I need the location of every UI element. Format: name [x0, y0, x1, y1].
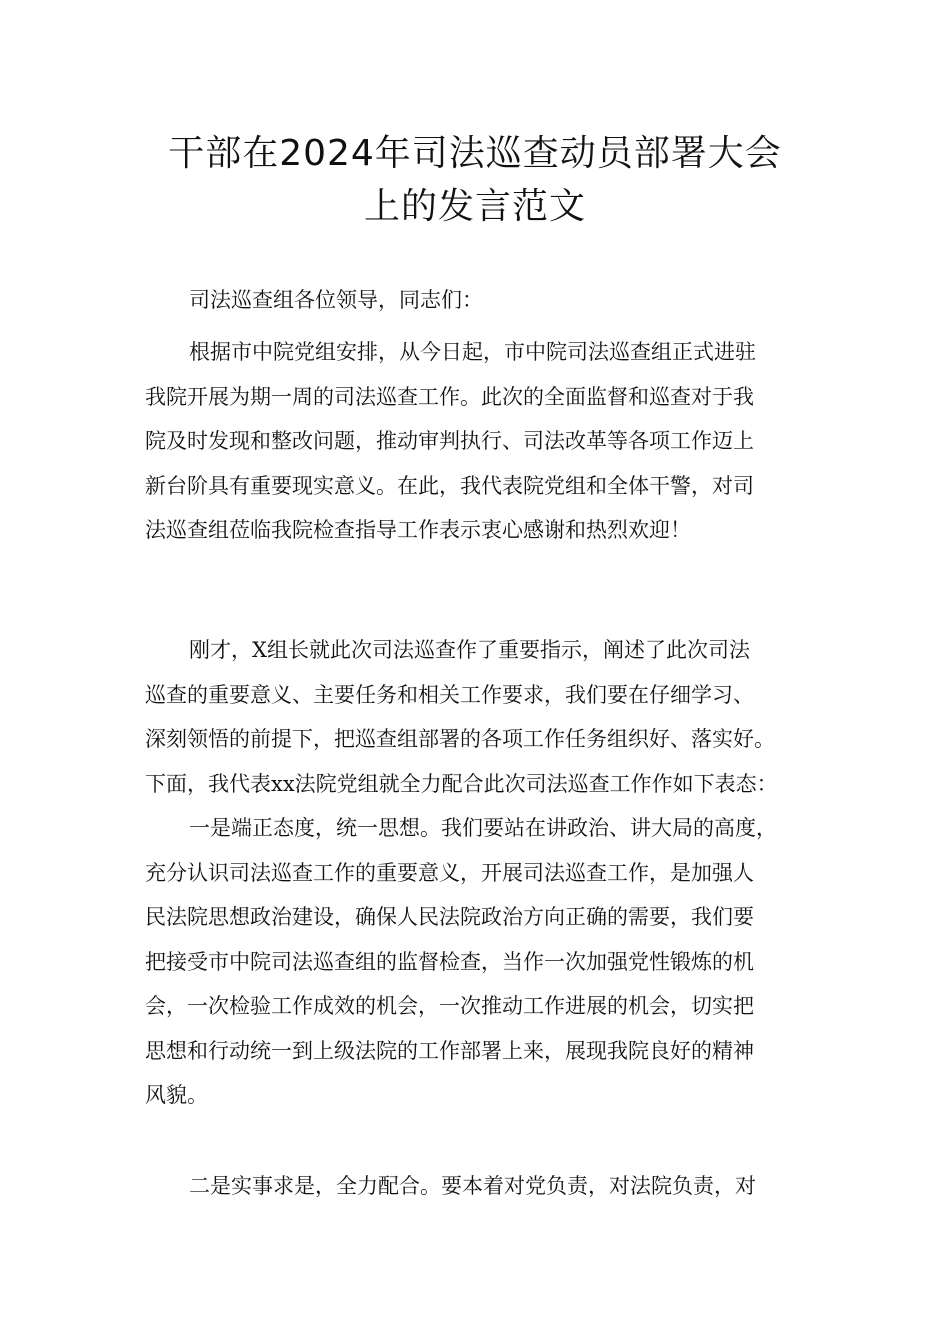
paragraph-1 — [145, 330, 810, 553]
paragraph-line: 二是实事求是，全力配合。要本着对党负责，对法院负责，对 — [189, 1174, 756, 1198]
paragraph-2 — [145, 628, 810, 806]
paragraph-3 — [145, 806, 810, 1118]
paragraph-4 — [145, 1164, 810, 1209]
paragraph-line: 充分认识司法巡查工作的重要意义，开展司法巡查工作，是加强人 — [145, 860, 754, 885]
paragraph-line: 民法院思想政治建设，确保人民法院政治方向正确的需要，我们要 — [145, 905, 754, 929]
paragraph-line: 院及时发现和整改问题，推动审判执行、司法改革等各项工作迈上 — [145, 429, 754, 453]
paragraph-line: 我院开展为期一周的司法巡查工作。此次的全面监督和巡查对于我 — [145, 384, 754, 409]
paragraph-line: 把接受市中院司法巡查组的监督检查，当作一次加强党性锻炼的机 — [145, 949, 754, 974]
paragraph-line: 巡查的重要意义、主要任务和相关工作要求，我们要在仔细学习、 — [145, 682, 754, 707]
paragraph-line: 新台阶具有重要现实意义。在此，我代表院党组和全体干警，对司 — [145, 473, 754, 498]
paragraph-line: 下面，我代表xx法院党组就全力配合此次司法巡查工作作如下表态： — [145, 771, 778, 796]
paragraph-line: 一是端正态度，统一思想。我们要站在讲政治、讲大局的高度， — [189, 816, 777, 840]
paragraph-line: 思想和行动统一到上级法院的工作部署上来，展现我院良好的精神 — [145, 1038, 754, 1063]
paragraph-line: 刚才，X组长就此次司法巡查作了重要指示，阐述了此次司法 — [189, 638, 750, 662]
paragraph-line: 风貌。 — [145, 1083, 208, 1107]
paragraph-line: 法巡查组莅临我院检查指导工作表示衷心感谢和热烈欢迎！ — [145, 518, 691, 542]
paragraph-line: 根据市中院党组安排，从今日起，市中院司法巡查组正式进驻 — [189, 340, 756, 364]
paragraph-line: 会，一次检验工作成效的机会，一次推动工作进展的机会，切实把 — [145, 994, 754, 1018]
document-title-line-1: 干部在2024年司法巡查动员部署大会 — [168, 133, 782, 174]
salutation: 司法巡查组各位领导，同志们： — [189, 288, 483, 312]
document-title-line-2: 上的发言范文 — [363, 186, 586, 227]
paragraph-line: 深刻领悟的前提下，把巡查组部署的各项工作任务组织好、落实好。 — [145, 727, 775, 751]
